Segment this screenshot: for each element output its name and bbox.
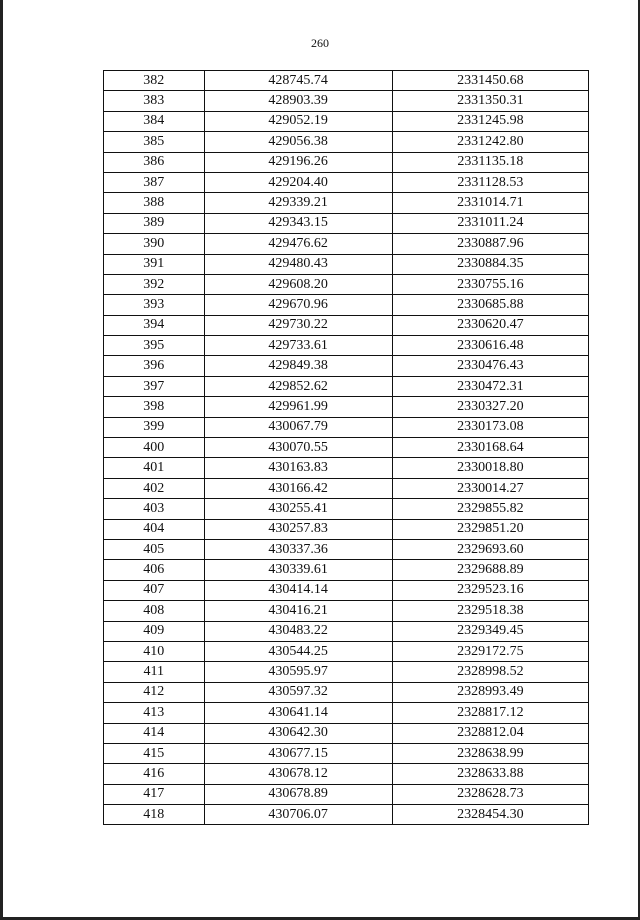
y-coordinate-cell: 2329688.89 <box>392 560 588 580</box>
x-coordinate-cell: 430255.41 <box>204 499 392 519</box>
x-coordinate-cell: 429961.99 <box>204 397 392 417</box>
x-coordinate-cell: 430067.79 <box>204 417 392 437</box>
coordinate-table-body <box>104 71 589 825</box>
y-coordinate-cell: 2330168.64 <box>392 438 588 458</box>
table-row <box>104 336 589 356</box>
table-row <box>104 743 589 763</box>
x-coordinate-cell: 430166.42 <box>204 478 392 498</box>
y-coordinate-cell: 2330887.96 <box>392 234 588 254</box>
table-row <box>104 152 589 172</box>
x-coordinate-cell: 429733.61 <box>204 336 392 356</box>
table-row <box>104 295 589 315</box>
point-number-cell: 384 <box>104 111 205 131</box>
y-coordinate-cell: 2330620.47 <box>392 315 588 335</box>
y-coordinate-cell: 2331450.68 <box>392 71 588 91</box>
point-number-cell: 394 <box>104 315 205 335</box>
point-number-cell: 405 <box>104 539 205 559</box>
table-row <box>104 723 589 743</box>
point-number-cell: 403 <box>104 499 205 519</box>
x-coordinate-cell: 430163.83 <box>204 458 392 478</box>
y-coordinate-cell: 2329855.82 <box>392 499 588 519</box>
table-row <box>104 458 589 478</box>
y-coordinate-cell: 2330014.27 <box>392 478 588 498</box>
point-number-cell: 410 <box>104 641 205 661</box>
x-coordinate-cell: 428903.39 <box>204 91 392 111</box>
table-row <box>104 703 589 723</box>
x-coordinate-cell: 430677.15 <box>204 743 392 763</box>
point-number-cell: 387 <box>104 172 205 192</box>
x-coordinate-cell: 430257.83 <box>204 519 392 539</box>
y-coordinate-cell: 2330327.20 <box>392 397 588 417</box>
x-coordinate-cell: 429343.15 <box>204 213 392 233</box>
page-edge-left <box>0 0 3 920</box>
table-row <box>104 682 589 702</box>
y-coordinate-cell: 2331014.71 <box>392 193 588 213</box>
table-row <box>104 539 589 559</box>
point-number-cell: 393 <box>104 295 205 315</box>
point-number-cell: 414 <box>104 723 205 743</box>
table-row <box>104 132 589 152</box>
x-coordinate-cell: 429052.19 <box>204 111 392 131</box>
x-coordinate-cell: 430642.30 <box>204 723 392 743</box>
y-coordinate-cell: 2331011.24 <box>392 213 588 233</box>
point-number-cell: 413 <box>104 703 205 723</box>
x-coordinate-cell: 429608.20 <box>204 274 392 294</box>
y-coordinate-cell: 2329851.20 <box>392 519 588 539</box>
x-coordinate-cell: 430414.14 <box>204 580 392 600</box>
x-coordinate-cell: 430544.25 <box>204 641 392 661</box>
y-coordinate-cell: 2328638.99 <box>392 743 588 763</box>
table-row <box>104 397 589 417</box>
table-row <box>104 234 589 254</box>
y-coordinate-cell: 2329523.16 <box>392 580 588 600</box>
y-coordinate-cell: 2328628.73 <box>392 784 588 804</box>
x-coordinate-cell: 429730.22 <box>204 315 392 335</box>
point-number-cell: 386 <box>104 152 205 172</box>
point-number-cell: 411 <box>104 662 205 682</box>
x-coordinate-cell: 430339.61 <box>204 560 392 580</box>
table-row <box>104 621 589 641</box>
point-number-cell: 417 <box>104 784 205 804</box>
point-number-cell: 406 <box>104 560 205 580</box>
y-coordinate-cell: 2331350.31 <box>392 91 588 111</box>
y-coordinate-cell: 2328812.04 <box>392 723 588 743</box>
y-coordinate-cell: 2329518.38 <box>392 601 588 621</box>
point-number-cell: 395 <box>104 336 205 356</box>
point-number-cell: 391 <box>104 254 205 274</box>
x-coordinate-cell: 429852.62 <box>204 376 392 396</box>
table-row <box>104 662 589 682</box>
x-coordinate-cell: 429056.38 <box>204 132 392 152</box>
point-number-cell: 418 <box>104 805 205 825</box>
x-coordinate-cell: 430641.14 <box>204 703 392 723</box>
point-number-cell: 415 <box>104 743 205 763</box>
y-coordinate-cell: 2328817.12 <box>392 703 588 723</box>
y-coordinate-cell: 2330616.48 <box>392 336 588 356</box>
point-number-cell: 412 <box>104 682 205 702</box>
page-number: 260 <box>311 36 329 50</box>
point-number-cell: 390 <box>104 234 205 254</box>
coordinate-table <box>103 70 589 825</box>
table-row <box>104 580 589 600</box>
point-number-cell: 408 <box>104 601 205 621</box>
point-number-cell: 409 <box>104 621 205 641</box>
table-row <box>104 315 589 335</box>
table-row <box>104 71 589 91</box>
y-coordinate-cell: 2330173.08 <box>392 417 588 437</box>
y-coordinate-cell: 2328998.52 <box>392 662 588 682</box>
y-coordinate-cell: 2328633.88 <box>392 764 588 784</box>
point-number-cell: 399 <box>104 417 205 437</box>
table-row <box>104 356 589 376</box>
y-coordinate-cell: 2330884.35 <box>392 254 588 274</box>
y-coordinate-cell: 2330685.88 <box>392 295 588 315</box>
x-coordinate-cell: 430483.22 <box>204 621 392 641</box>
y-coordinate-cell: 2331128.53 <box>392 172 588 192</box>
table-row <box>104 213 589 233</box>
x-coordinate-cell: 428745.74 <box>204 71 392 91</box>
y-coordinate-cell: 2329172.75 <box>392 641 588 661</box>
table-row <box>104 519 589 539</box>
point-number-cell: 407 <box>104 580 205 600</box>
table-row <box>104 601 589 621</box>
y-coordinate-cell: 2329349.45 <box>392 621 588 641</box>
table-row <box>104 417 589 437</box>
x-coordinate-cell: 429204.40 <box>204 172 392 192</box>
table-row <box>104 478 589 498</box>
x-coordinate-cell: 430678.89 <box>204 784 392 804</box>
y-coordinate-cell: 2331135.18 <box>392 152 588 172</box>
point-number-cell: 388 <box>104 193 205 213</box>
point-number-cell: 383 <box>104 91 205 111</box>
y-coordinate-cell: 2330018.80 <box>392 458 588 478</box>
x-coordinate-cell: 430678.12 <box>204 764 392 784</box>
y-coordinate-cell: 2329693.60 <box>392 539 588 559</box>
table-row <box>104 172 589 192</box>
y-coordinate-cell: 2331245.98 <box>392 111 588 131</box>
y-coordinate-cell: 2328993.49 <box>392 682 588 702</box>
x-coordinate-cell: 429670.96 <box>204 295 392 315</box>
x-coordinate-cell: 430706.07 <box>204 805 392 825</box>
point-number-cell: 404 <box>104 519 205 539</box>
table-row <box>104 764 589 784</box>
table-row <box>104 438 589 458</box>
point-number-cell: 392 <box>104 274 205 294</box>
y-coordinate-cell: 2331242.80 <box>392 132 588 152</box>
y-coordinate-cell: 2330472.31 <box>392 376 588 396</box>
y-coordinate-cell: 2328454.30 <box>392 805 588 825</box>
table-row <box>104 641 589 661</box>
table-row <box>104 784 589 804</box>
x-coordinate-cell: 430597.32 <box>204 682 392 702</box>
x-coordinate-cell: 430337.36 <box>204 539 392 559</box>
point-number-cell: 416 <box>104 764 205 784</box>
x-coordinate-cell: 430595.97 <box>204 662 392 682</box>
x-coordinate-cell: 429849.38 <box>204 356 392 376</box>
table-row <box>104 499 589 519</box>
table-row <box>104 274 589 294</box>
point-number-cell: 397 <box>104 376 205 396</box>
table-row <box>104 91 589 111</box>
y-coordinate-cell: 2330476.43 <box>392 356 588 376</box>
point-number-cell: 382 <box>104 71 205 91</box>
x-coordinate-cell: 429196.26 <box>204 152 392 172</box>
point-number-cell: 398 <box>104 397 205 417</box>
point-number-cell: 396 <box>104 356 205 376</box>
point-number-cell: 385 <box>104 132 205 152</box>
x-coordinate-cell: 430070.55 <box>204 438 392 458</box>
x-coordinate-cell: 429476.62 <box>204 234 392 254</box>
point-number-cell: 400 <box>104 438 205 458</box>
point-number-cell: 389 <box>104 213 205 233</box>
point-number-cell: 402 <box>104 478 205 498</box>
point-number-cell: 401 <box>104 458 205 478</box>
table-row <box>104 560 589 580</box>
table-row <box>104 254 589 274</box>
y-coordinate-cell: 2330755.16 <box>392 274 588 294</box>
x-coordinate-cell: 430416.21 <box>204 601 392 621</box>
x-coordinate-cell: 429480.43 <box>204 254 392 274</box>
table-row <box>104 376 589 396</box>
table-row <box>104 193 589 213</box>
x-coordinate-cell: 429339.21 <box>204 193 392 213</box>
table-row <box>104 111 589 131</box>
table-row <box>104 805 589 825</box>
